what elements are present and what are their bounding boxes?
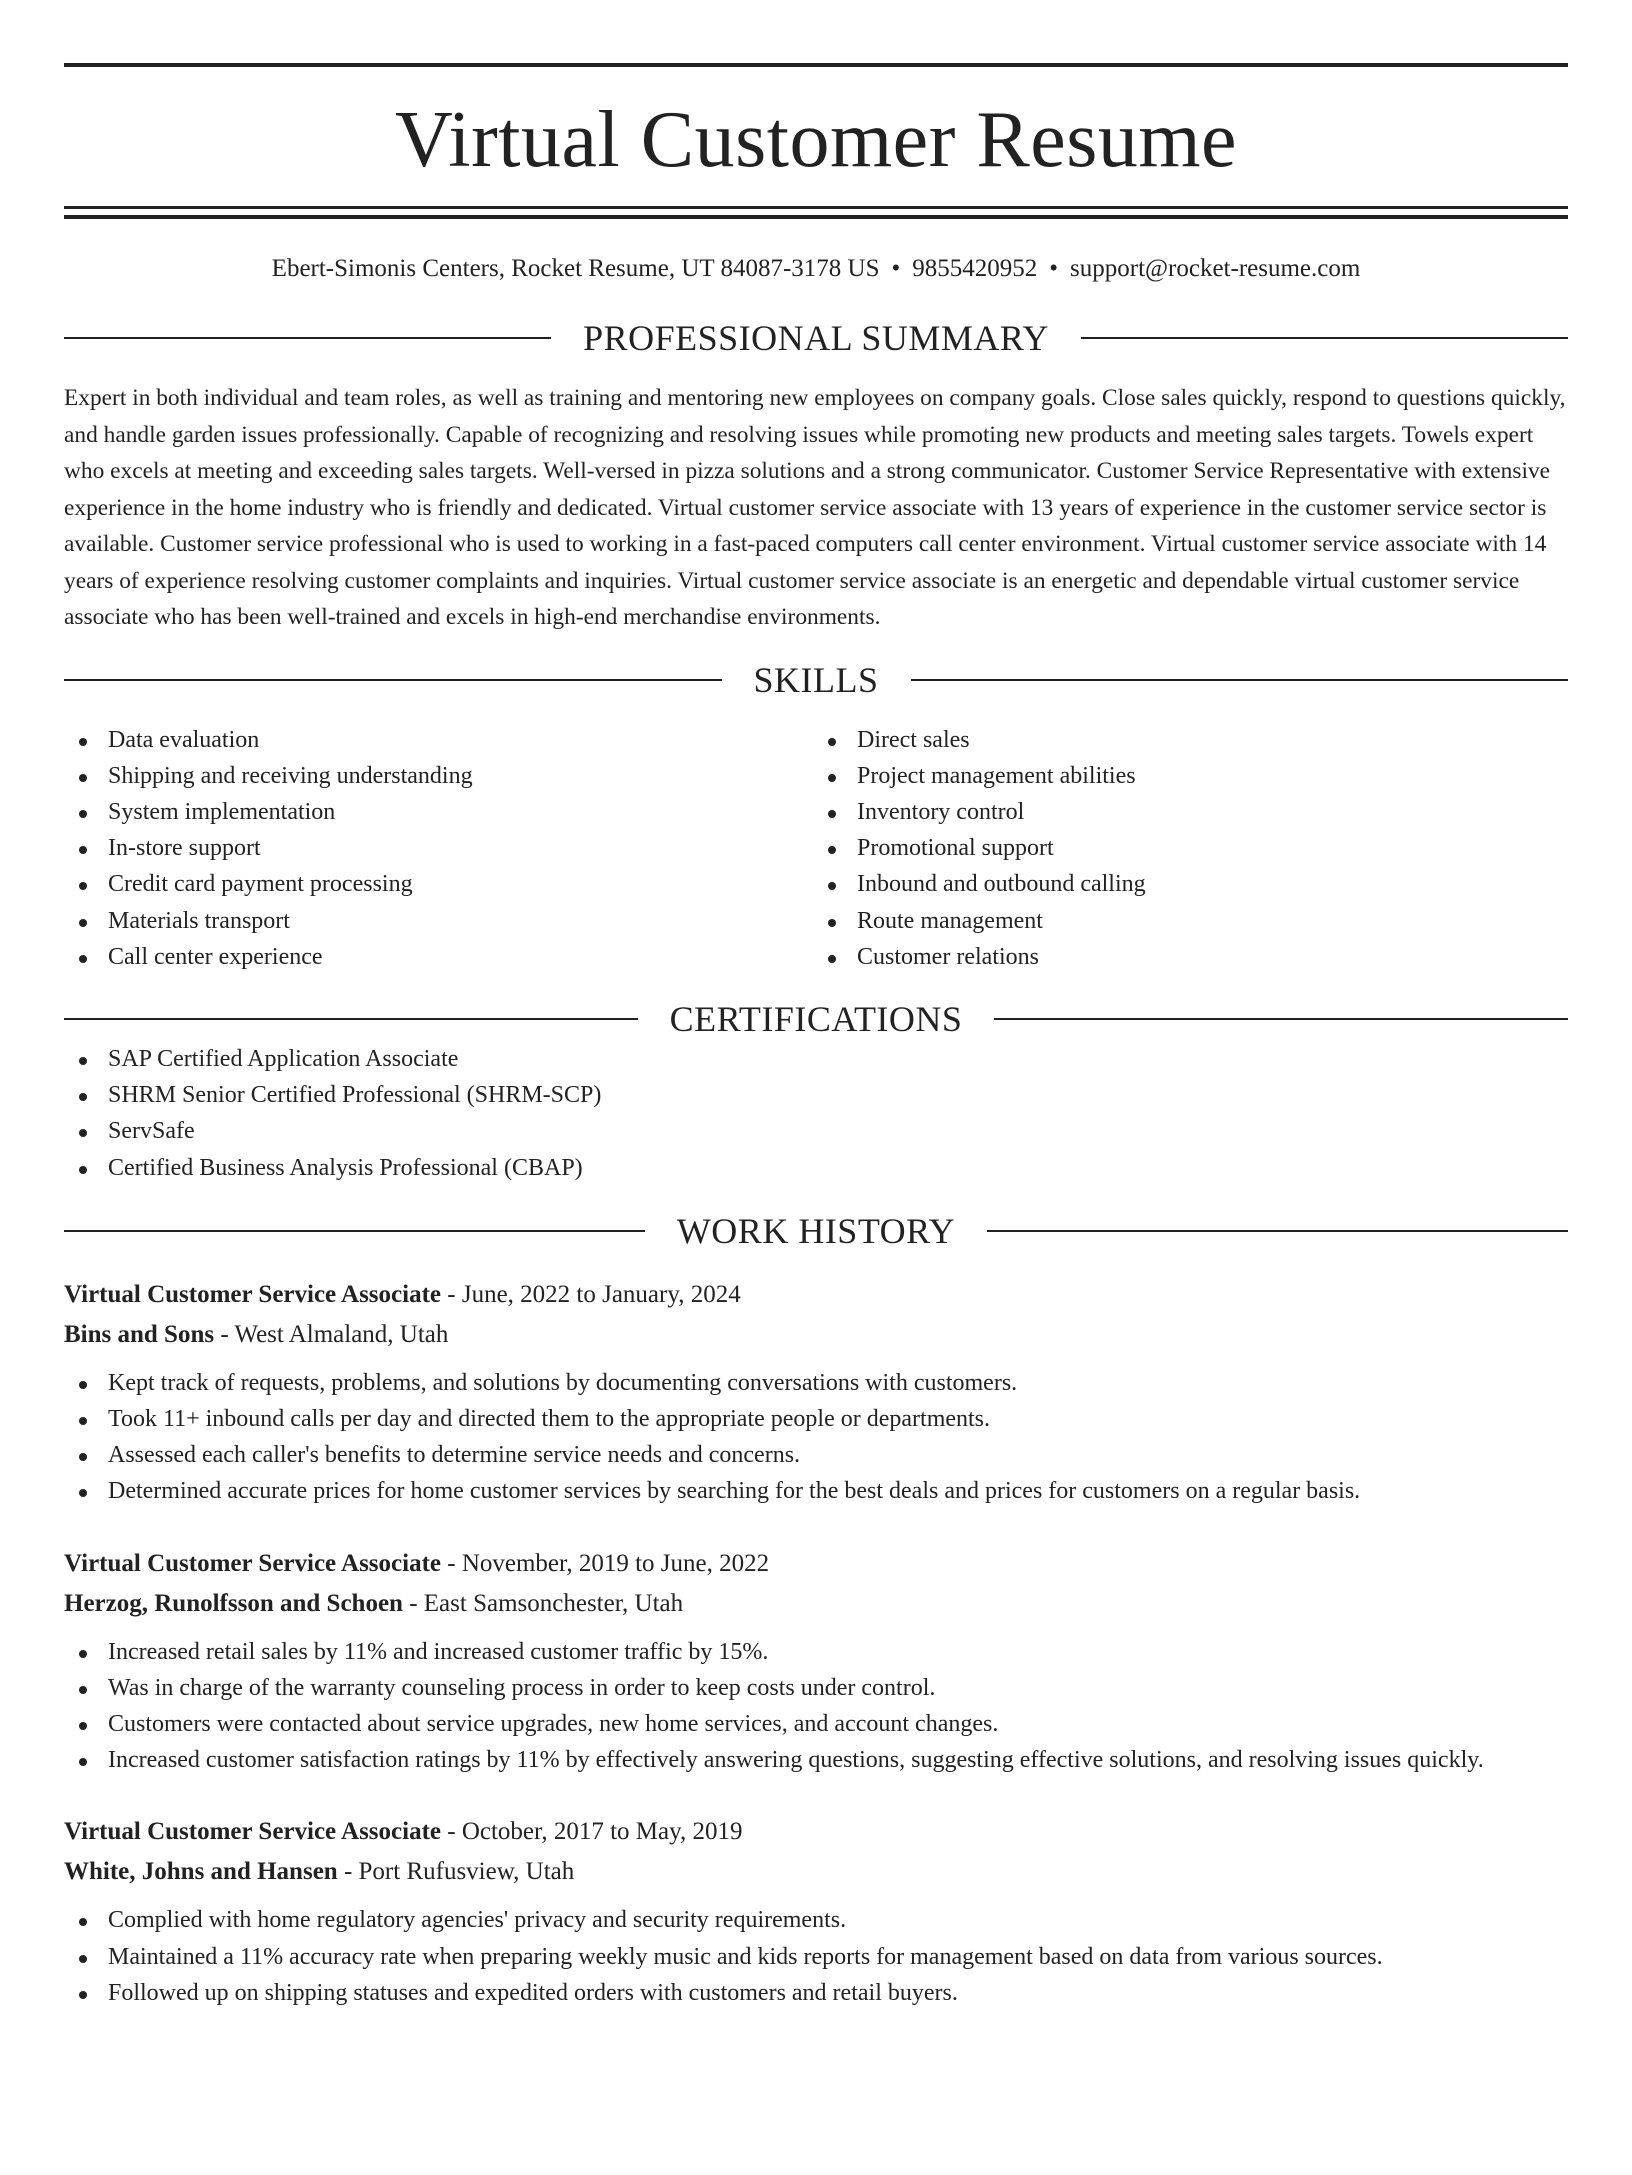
job-entry — [64, 1275, 1568, 1510]
skill-item — [64, 794, 819, 830]
divider-line — [64, 1018, 638, 1020]
skill-item-text: Route management — [857, 907, 1043, 934]
skill-item — [813, 903, 1568, 939]
bullet-dot — [79, 1129, 87, 1137]
bullet-dot — [79, 1918, 87, 1926]
skill-item-text: Shipping and receiving understanding — [108, 762, 473, 789]
certifications-list — [64, 1041, 1568, 1186]
bullet-dot — [79, 1955, 87, 1963]
job-title: Virtual Customer Service Associate — [64, 1549, 442, 1577]
skill-item-text: Customer relations — [857, 943, 1039, 970]
job-dates: - June, 2022 to January, 2024 — [441, 1280, 741, 1308]
work-history-list — [64, 1275, 1568, 2011]
job-title: Virtual Customer Service Associate — [64, 1280, 442, 1308]
contact-address: Ebert-Simonis Centers, Rocket Resume, UT 84087-3178 US — [271, 255, 880, 282]
section-header-skills — [64, 658, 1568, 702]
section-title-summary: PROFESSIONAL SUMMARY — [583, 318, 1049, 358]
contact-separator: • — [891, 255, 901, 282]
skill-item-text: Credit card payment processing — [108, 871, 413, 898]
divider-line — [64, 337, 551, 339]
divider-line — [64, 679, 722, 681]
job-duty-item — [64, 1742, 1568, 1778]
skill-item-text: System implementation — [108, 798, 336, 825]
bullet-dot — [79, 1166, 87, 1174]
job-duty-item-text: Was in charge of the warranty counseling process in order to keep costs under control. — [108, 1674, 936, 1701]
section-header-summary — [64, 316, 1568, 360]
job-entry — [64, 1812, 1568, 2011]
job-dates: - November, 2019 to June, 2022 — [441, 1549, 770, 1577]
bullet-dot — [79, 1093, 87, 1101]
bullet-dot — [79, 1722, 87, 1730]
skill-item — [813, 866, 1568, 902]
job-duty-item — [64, 1634, 1568, 1670]
job-duty-item-text: Increased retail sales by 11% and increased customer traffic by 15%. — [108, 1638, 769, 1665]
job-title: Virtual Customer Service Associate — [64, 1818, 442, 1846]
skill-item-text: In-store support — [108, 835, 261, 862]
resume-title: Virtual Customer Resume — [394, 96, 1238, 184]
title-double-rule — [64, 206, 1568, 219]
job-duty-item-text: Determined accurate prices for home customer services by searching for the best deals and prices for customers on a regular basis. — [108, 1478, 1361, 1505]
skill-item-text: Call center experience — [108, 943, 323, 970]
job-company: Bins and Sons — [64, 1320, 215, 1348]
section-title-certifications: CERTIFICATIONS — [669, 998, 963, 1039]
job-duty-item-text: Kept track of requests, problems, and solutions by documenting conversations with customers. — [108, 1369, 1018, 1396]
bullet-dot — [828, 955, 836, 963]
skill-item-text: Direct sales — [857, 726, 970, 753]
skill-item — [64, 866, 819, 902]
skill-item-text: Inbound and outbound calling — [857, 871, 1146, 898]
skill-item-text: Materials transport — [108, 907, 290, 934]
contact-email: support@rocket-resume.com — [1070, 255, 1361, 282]
bullet-dot — [79, 1057, 87, 1065]
job-duty-item — [64, 1939, 1568, 1975]
bullet-dot — [828, 774, 836, 782]
bullet-dot — [828, 738, 836, 746]
certification-item — [64, 1077, 1568, 1113]
divider-line — [994, 1018, 1568, 1020]
job-entry — [64, 1544, 1568, 1779]
job-duty-item-text: Followed up on shipping statuses and expedited orders with customers and retail buyers. — [108, 1979, 958, 2006]
job-dates: - October, 2017 to May, 2019 — [441, 1818, 743, 1846]
bullet-dot — [828, 882, 836, 890]
job-duty-item — [64, 1902, 1568, 1938]
bullet-dot — [79, 1991, 87, 1999]
skill-item — [813, 939, 1568, 975]
skill-item — [64, 939, 819, 975]
divider-line — [1081, 337, 1568, 339]
bullet-dot — [79, 955, 87, 963]
skill-item — [813, 830, 1568, 866]
bullet-dot — [79, 1650, 87, 1658]
certification-item-text: SHRM Senior Certified Professional (SHRM-SCP) — [108, 1082, 602, 1109]
bullet-dot — [79, 1417, 87, 1425]
bullet-dot — [79, 882, 87, 890]
job-title-line — [64, 1275, 1568, 1315]
contact-line — [64, 252, 1568, 286]
bullet-dot — [79, 846, 87, 854]
bullet-dot — [79, 1686, 87, 1694]
skill-item — [64, 722, 819, 758]
divider-line — [911, 679, 1569, 681]
section-header-work-history — [64, 1209, 1568, 1253]
job-duty-item — [64, 1437, 1568, 1473]
summary-text: Expert in both individual and team roles, as well as training and mentoring new employees on company goals. Close sales quickly, respond to questions quickly, and handle garden issues professionally. Capable of recognizing and resolving issues while promoting new products and meeting sales targets. Towels expert who excels at meeting and exceeding sales targets. Well-versed in pizza solutions and a strong communicator. Customer Service Representative with extensive experience in the home industry who is friendly and dedicated. Virtual customer service associate with 13 years of experience in the customer service sector is available. Customer service professional who is used to working in a fast-paced computers call center environment. Virtual customer service associate with 14 years of experience resolving customer complaints and inquiries. Virtual customer service associate is an energetic and dependable virtual customer service associate who has been well-trained and excels in high-end merchandise environments. — [64, 385, 1566, 630]
section-header-certifications — [64, 997, 1568, 1041]
skill-item-text: Promotional support — [857, 835, 1054, 862]
skill-item — [813, 794, 1568, 830]
job-company-line — [64, 1315, 1568, 1355]
divider-line — [64, 1230, 645, 1232]
skill-item-text: Data evaluation — [108, 726, 260, 753]
bullet-dot — [79, 1453, 87, 1461]
skills-list-right — [813, 722, 1568, 975]
divider-line — [987, 1230, 1568, 1232]
job-duty-item — [64, 1706, 1568, 1742]
bullet-dot — [79, 810, 87, 818]
job-company: Herzog, Runolfsson and Schoen — [64, 1589, 403, 1617]
job-duty-item — [64, 1975, 1568, 2011]
job-duties-list — [64, 1902, 1568, 2011]
job-duty-item-text: Customers were contacted about service upgrades, new home services, and account changes. — [108, 1710, 999, 1737]
job-location: - West Almaland, Utah — [214, 1320, 449, 1348]
skill-item — [64, 758, 819, 794]
contact-separator: • — [1049, 255, 1059, 282]
certification-item — [64, 1041, 1568, 1077]
job-duty-item — [64, 1473, 1568, 1509]
contact-phone: 9855420952 — [912, 255, 1038, 282]
job-company: White, Johns and Hansen — [64, 1858, 338, 1886]
job-title-line — [64, 1812, 1568, 1852]
job-duties-list — [64, 1634, 1568, 1779]
skill-item-text: Project management abilities — [857, 762, 1136, 789]
certification-item-text: SAP Certified Application Associate — [108, 1045, 459, 1072]
job-duty-item — [64, 1401, 1568, 1437]
job-duty-item — [64, 1365, 1568, 1401]
bullet-dot — [79, 1489, 87, 1497]
bullet-dot — [79, 1758, 87, 1766]
skill-item-text: Inventory control — [857, 798, 1025, 825]
job-duty-item-text: Assessed each caller's benefits to determine service needs and concerns. — [108, 1442, 801, 1469]
skills-list-left — [64, 722, 819, 975]
bullet-dot — [79, 1381, 87, 1389]
resume-page — [0, 63, 1632, 2175]
certification-item — [64, 1113, 1568, 1149]
job-title-line — [64, 1544, 1568, 1584]
bullet-dot — [828, 846, 836, 854]
job-duty-item-text: Took 11+ inbound calls per day and directed them to the appropriate people or departments. — [108, 1405, 991, 1432]
job-company-line — [64, 1852, 1568, 1892]
job-location: - Port Rufusview, Utah — [337, 1858, 575, 1886]
bullet-dot — [828, 810, 836, 818]
job-duty-item-text: Maintained a 11% accuracy rate when preparing weekly music and kids reports for management based on data from various sources. — [108, 1943, 1383, 1970]
certification-item — [64, 1150, 1568, 1186]
skill-item — [813, 722, 1568, 758]
certification-item-text: ServSafe — [108, 1118, 195, 1145]
section-title-work-history: WORK HISTORY — [676, 1210, 956, 1251]
job-company-line — [64, 1584, 1568, 1624]
skill-item — [64, 830, 819, 866]
section-title-skills: SKILLS — [753, 659, 879, 700]
job-duty-item-text: Complied with home regulatory agencies' privacy and security requirements. — [108, 1907, 847, 1934]
certification-item-text: Certified Business Analysis Professional (CBAP) — [108, 1154, 583, 1181]
bullet-dot — [79, 919, 87, 927]
job-duty-item-text: Increased customer satisfaction ratings by 11% by effectively answering questions, suggesting effective solutions, and resolving issues quickly. — [108, 1747, 1484, 1774]
skill-item — [813, 758, 1568, 794]
skills-grid — [64, 722, 1568, 975]
job-duty-item — [64, 1670, 1568, 1706]
bullet-dot — [79, 774, 87, 782]
job-location: - East Samsonchester, Utah — [402, 1589, 684, 1617]
job-duties-list — [64, 1365, 1568, 1510]
skill-item — [64, 903, 819, 939]
bullet-dot — [79, 738, 87, 746]
bullet-dot — [828, 919, 836, 927]
